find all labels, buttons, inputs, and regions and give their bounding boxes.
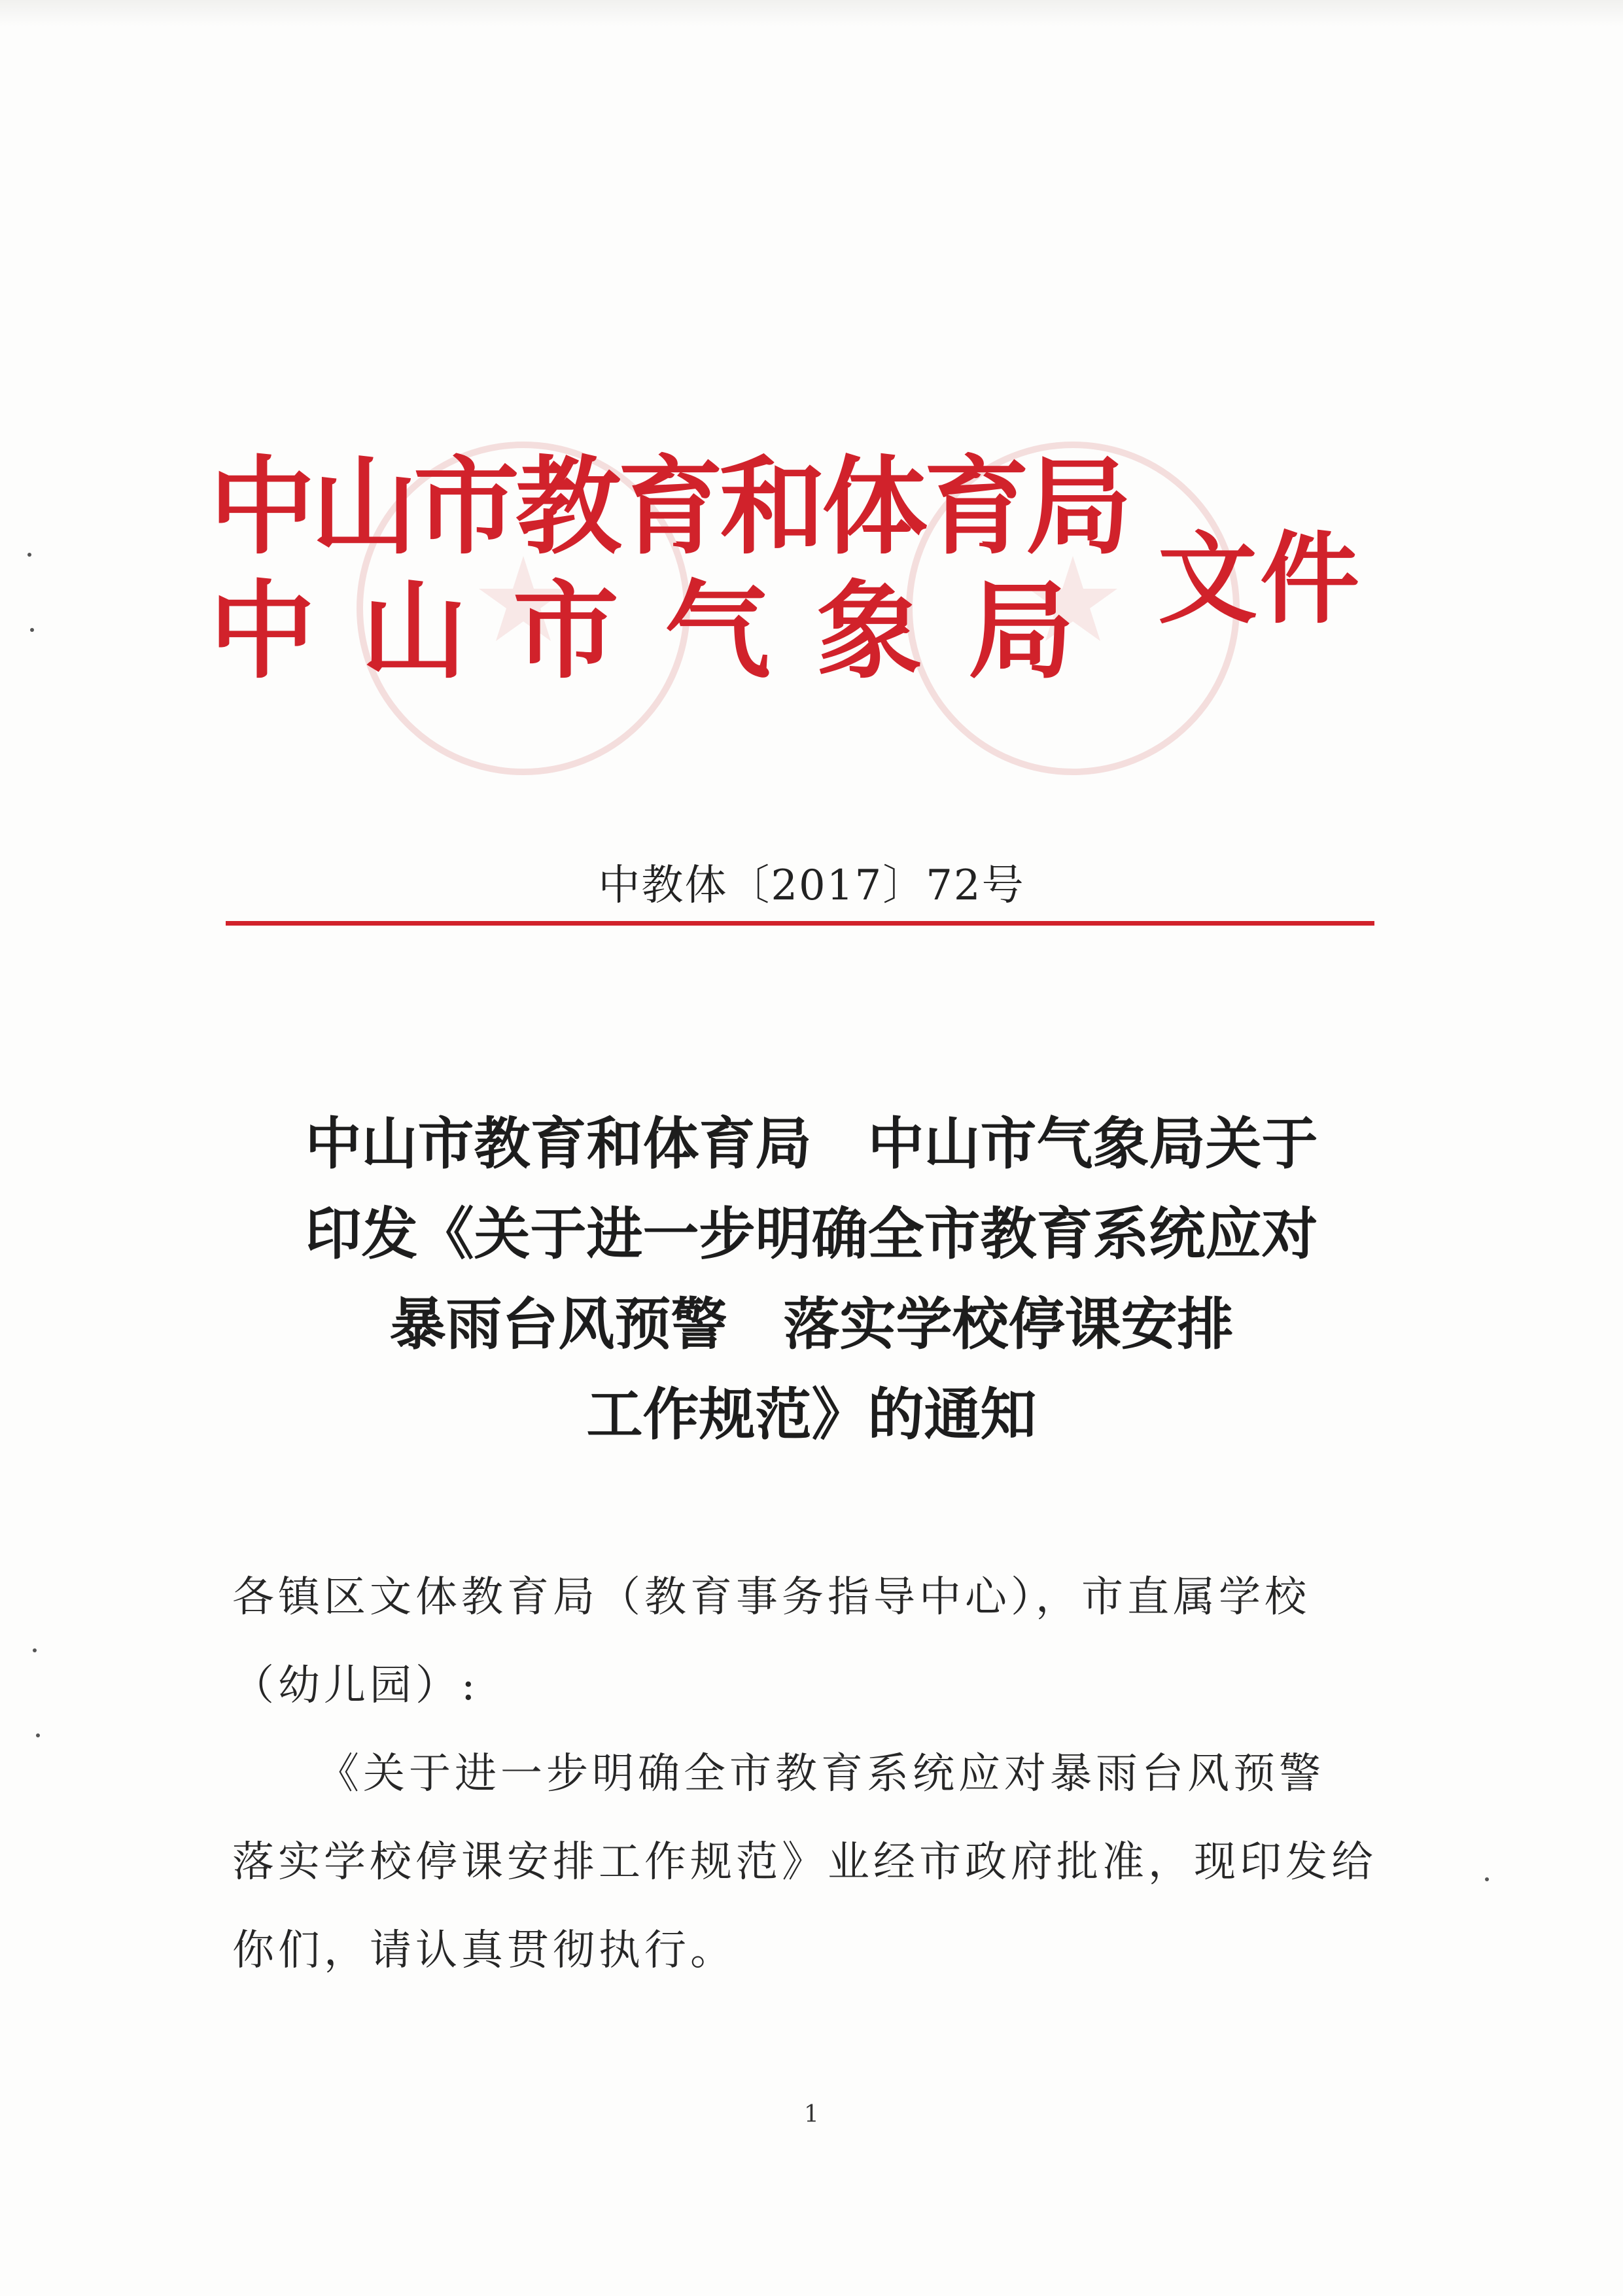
issuer-education-bureau: 中山市教育和体育局: [209, 445, 1128, 569]
title-line: 暴雨台风预警 落实学校停课安排: [389, 1291, 1234, 1357]
salutation: 各镇区文体教育局（教育事务指导中心），市直属学校（幼儿园）:: [232, 1573, 1310, 1710]
document-type-label: 文件: [1158, 520, 1362, 637]
page-number: 1: [804, 2101, 819, 2128]
document-body: [232, 1554, 1377, 1995]
red-separator-line: [226, 921, 1374, 926]
scan-edge-shade: [0, 0, 1623, 26]
issuer-meteorological-bureau: 中山市气象局: [209, 569, 1120, 693]
title-line: 印发《关于进一步明确全市教育系统应对: [305, 1201, 1318, 1267]
issuer-header: [209, 445, 1387, 720]
document-number: 中教体〔2017〕72号: [598, 861, 1025, 910]
document-title: [0, 1099, 1623, 1460]
title-line: 工作规范》的通知: [586, 1382, 1037, 1448]
title-line: 中山市教育和体育局 中山市气象局关于: [305, 1111, 1318, 1177]
body-paragraph: 《关于进一步明确全市教育系统应对暴雨台风预警 落实学校停课安排工作规范》业经市政府批准，现印发给你们，请认真贯彻执行。: [232, 1750, 1377, 1975]
